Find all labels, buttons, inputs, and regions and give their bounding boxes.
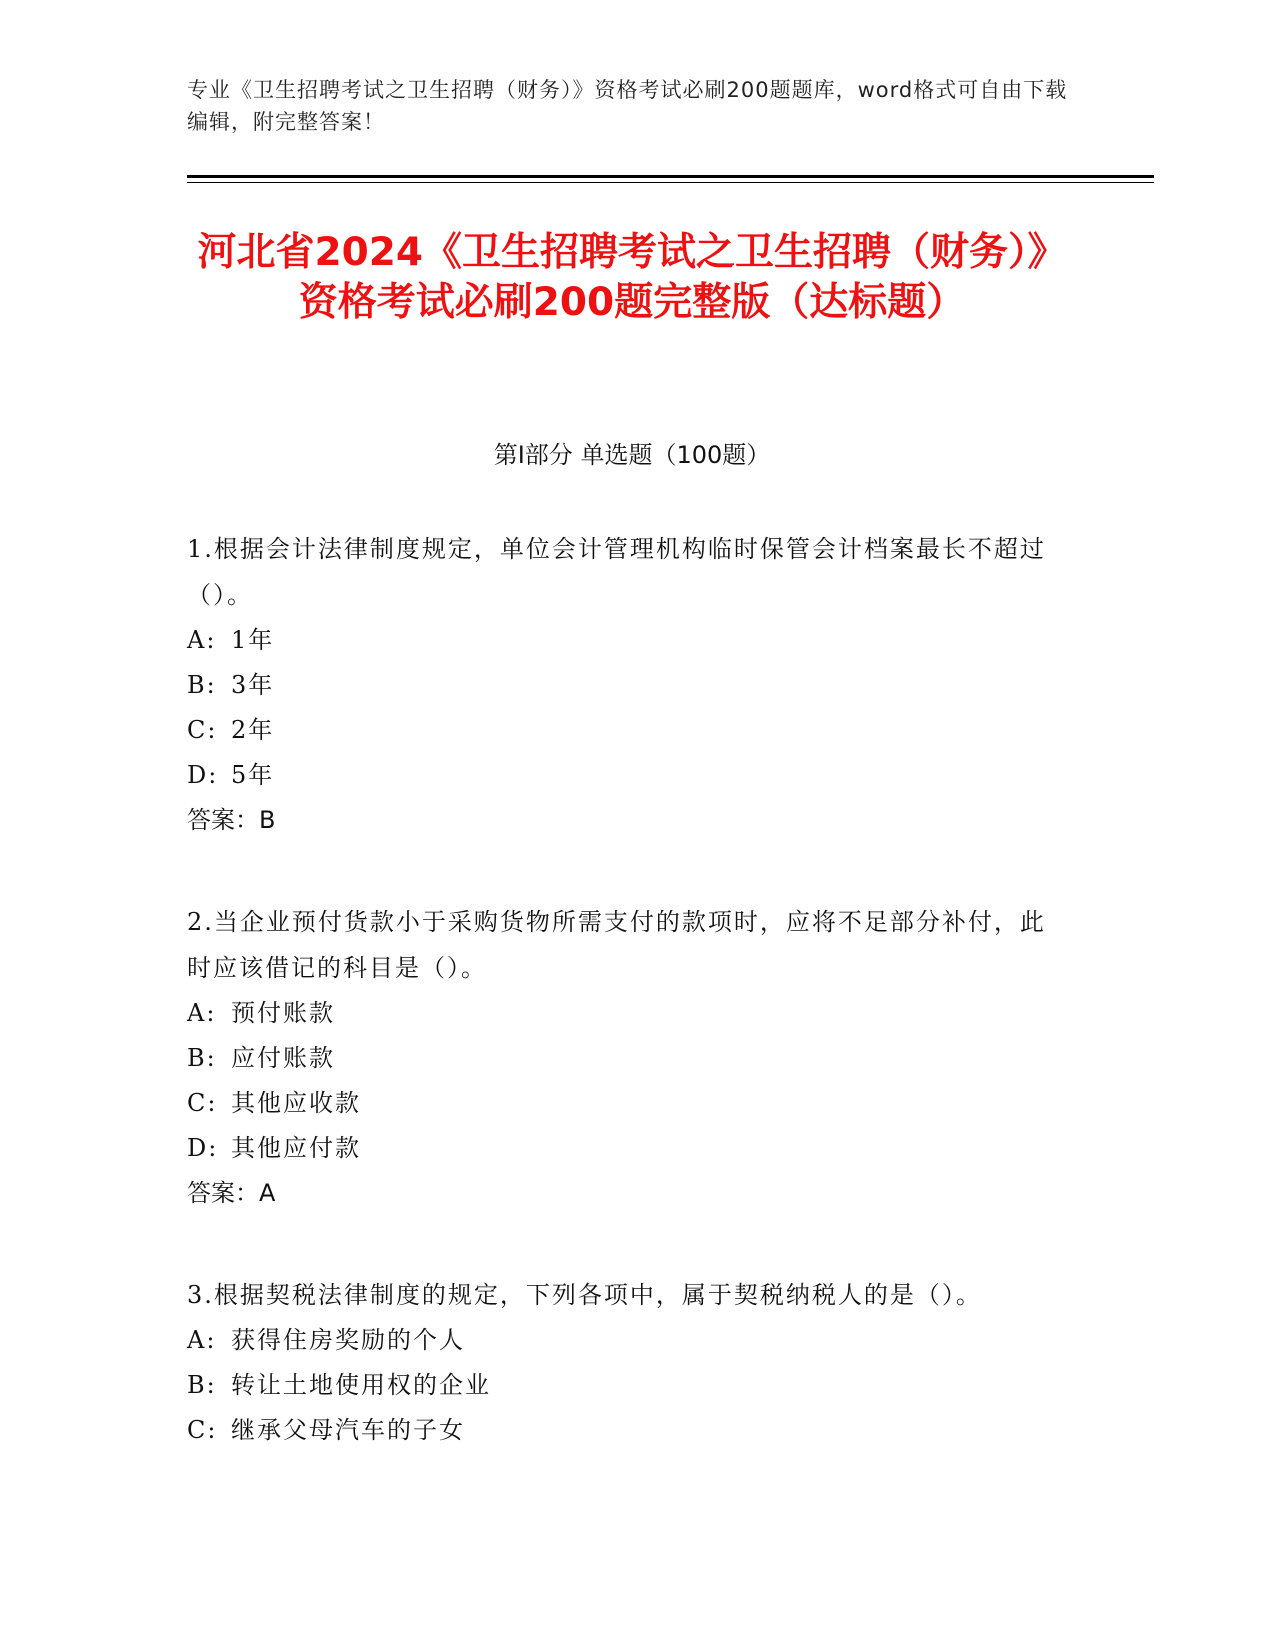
option-label: A: [187,626,217,654]
option-text: 获得住房奖励的个人 [231,1326,465,1354]
option-label: C: [187,716,218,744]
intro-text: 专业《卫生招聘考试之卫生招聘（财务）》资格考试必刷200题题库，word格式可自由下载编辑，附完整答案！ [187,78,1068,134]
option-d [187,753,1067,798]
option-label: C: [187,1089,218,1117]
question-stem: 1.根据会计法律制度规定，单位会计管理机构临时保管会计档案最长不超过（）。 [187,535,1046,609]
option-text: 其他应付款 [231,1134,361,1162]
answer-prefix: 答案： [187,1179,259,1207]
answer-line [187,798,1067,843]
option-c [187,708,1067,753]
option-label: B: [187,1044,217,1072]
question-2 [187,899,1067,1216]
option-text: 转让土地使用权的企业 [231,1371,491,1399]
answer-value: A [259,1179,276,1207]
option-label: C: [187,1416,218,1444]
question-stem: 2.当企业预付货款小于采购货物所需支付的款项时，应将不足部分补付，此时应该借记的科目是（）。 [187,908,1046,982]
option-text: 3年 [231,671,275,699]
option-label: B: [187,1371,217,1399]
answer-prefix: 答案： [187,806,259,834]
option-a [187,1318,1067,1363]
question-1 [187,526,1067,843]
option-d [187,1126,1067,1171]
option-label: B: [187,671,217,699]
document-title: 河北省2024《卫生招聘考试之卫生招聘（财务）》资格考试必刷200题完整版（达标题） [197,230,1067,325]
answer-line [187,1171,1067,1216]
option-label: A: [187,999,217,1027]
option-a [187,991,1067,1036]
option-text: 预付账款 [231,999,335,1027]
option-a [187,618,1067,663]
header-rule-thin [187,182,1154,183]
option-label: A: [187,1326,217,1354]
option-c [187,1408,1067,1453]
option-label: D: [187,1134,219,1162]
question-stem: 3.根据契税法律制度的规定，下列各项中，属于契税纳税人的是（）。 [187,1281,982,1309]
option-text: 应付账款 [231,1044,335,1072]
option-text: 其他应收款 [231,1089,361,1117]
option-c [187,1081,1067,1126]
answer-value: B [259,806,276,834]
option-b [187,663,1067,708]
option-text: 1年 [231,626,275,654]
option-label: D: [187,761,219,789]
option-b [187,1363,1067,1408]
question-list [187,526,1067,1509]
section-heading: 第I部分 单选题（100题） [493,441,771,469]
option-text: 5年 [231,761,275,789]
option-text: 2年 [231,716,275,744]
question-3 [187,1272,1067,1453]
option-text: 继承父母汽车的子女 [231,1416,465,1444]
header-rule-thick [187,175,1154,178]
option-b [187,1036,1067,1081]
